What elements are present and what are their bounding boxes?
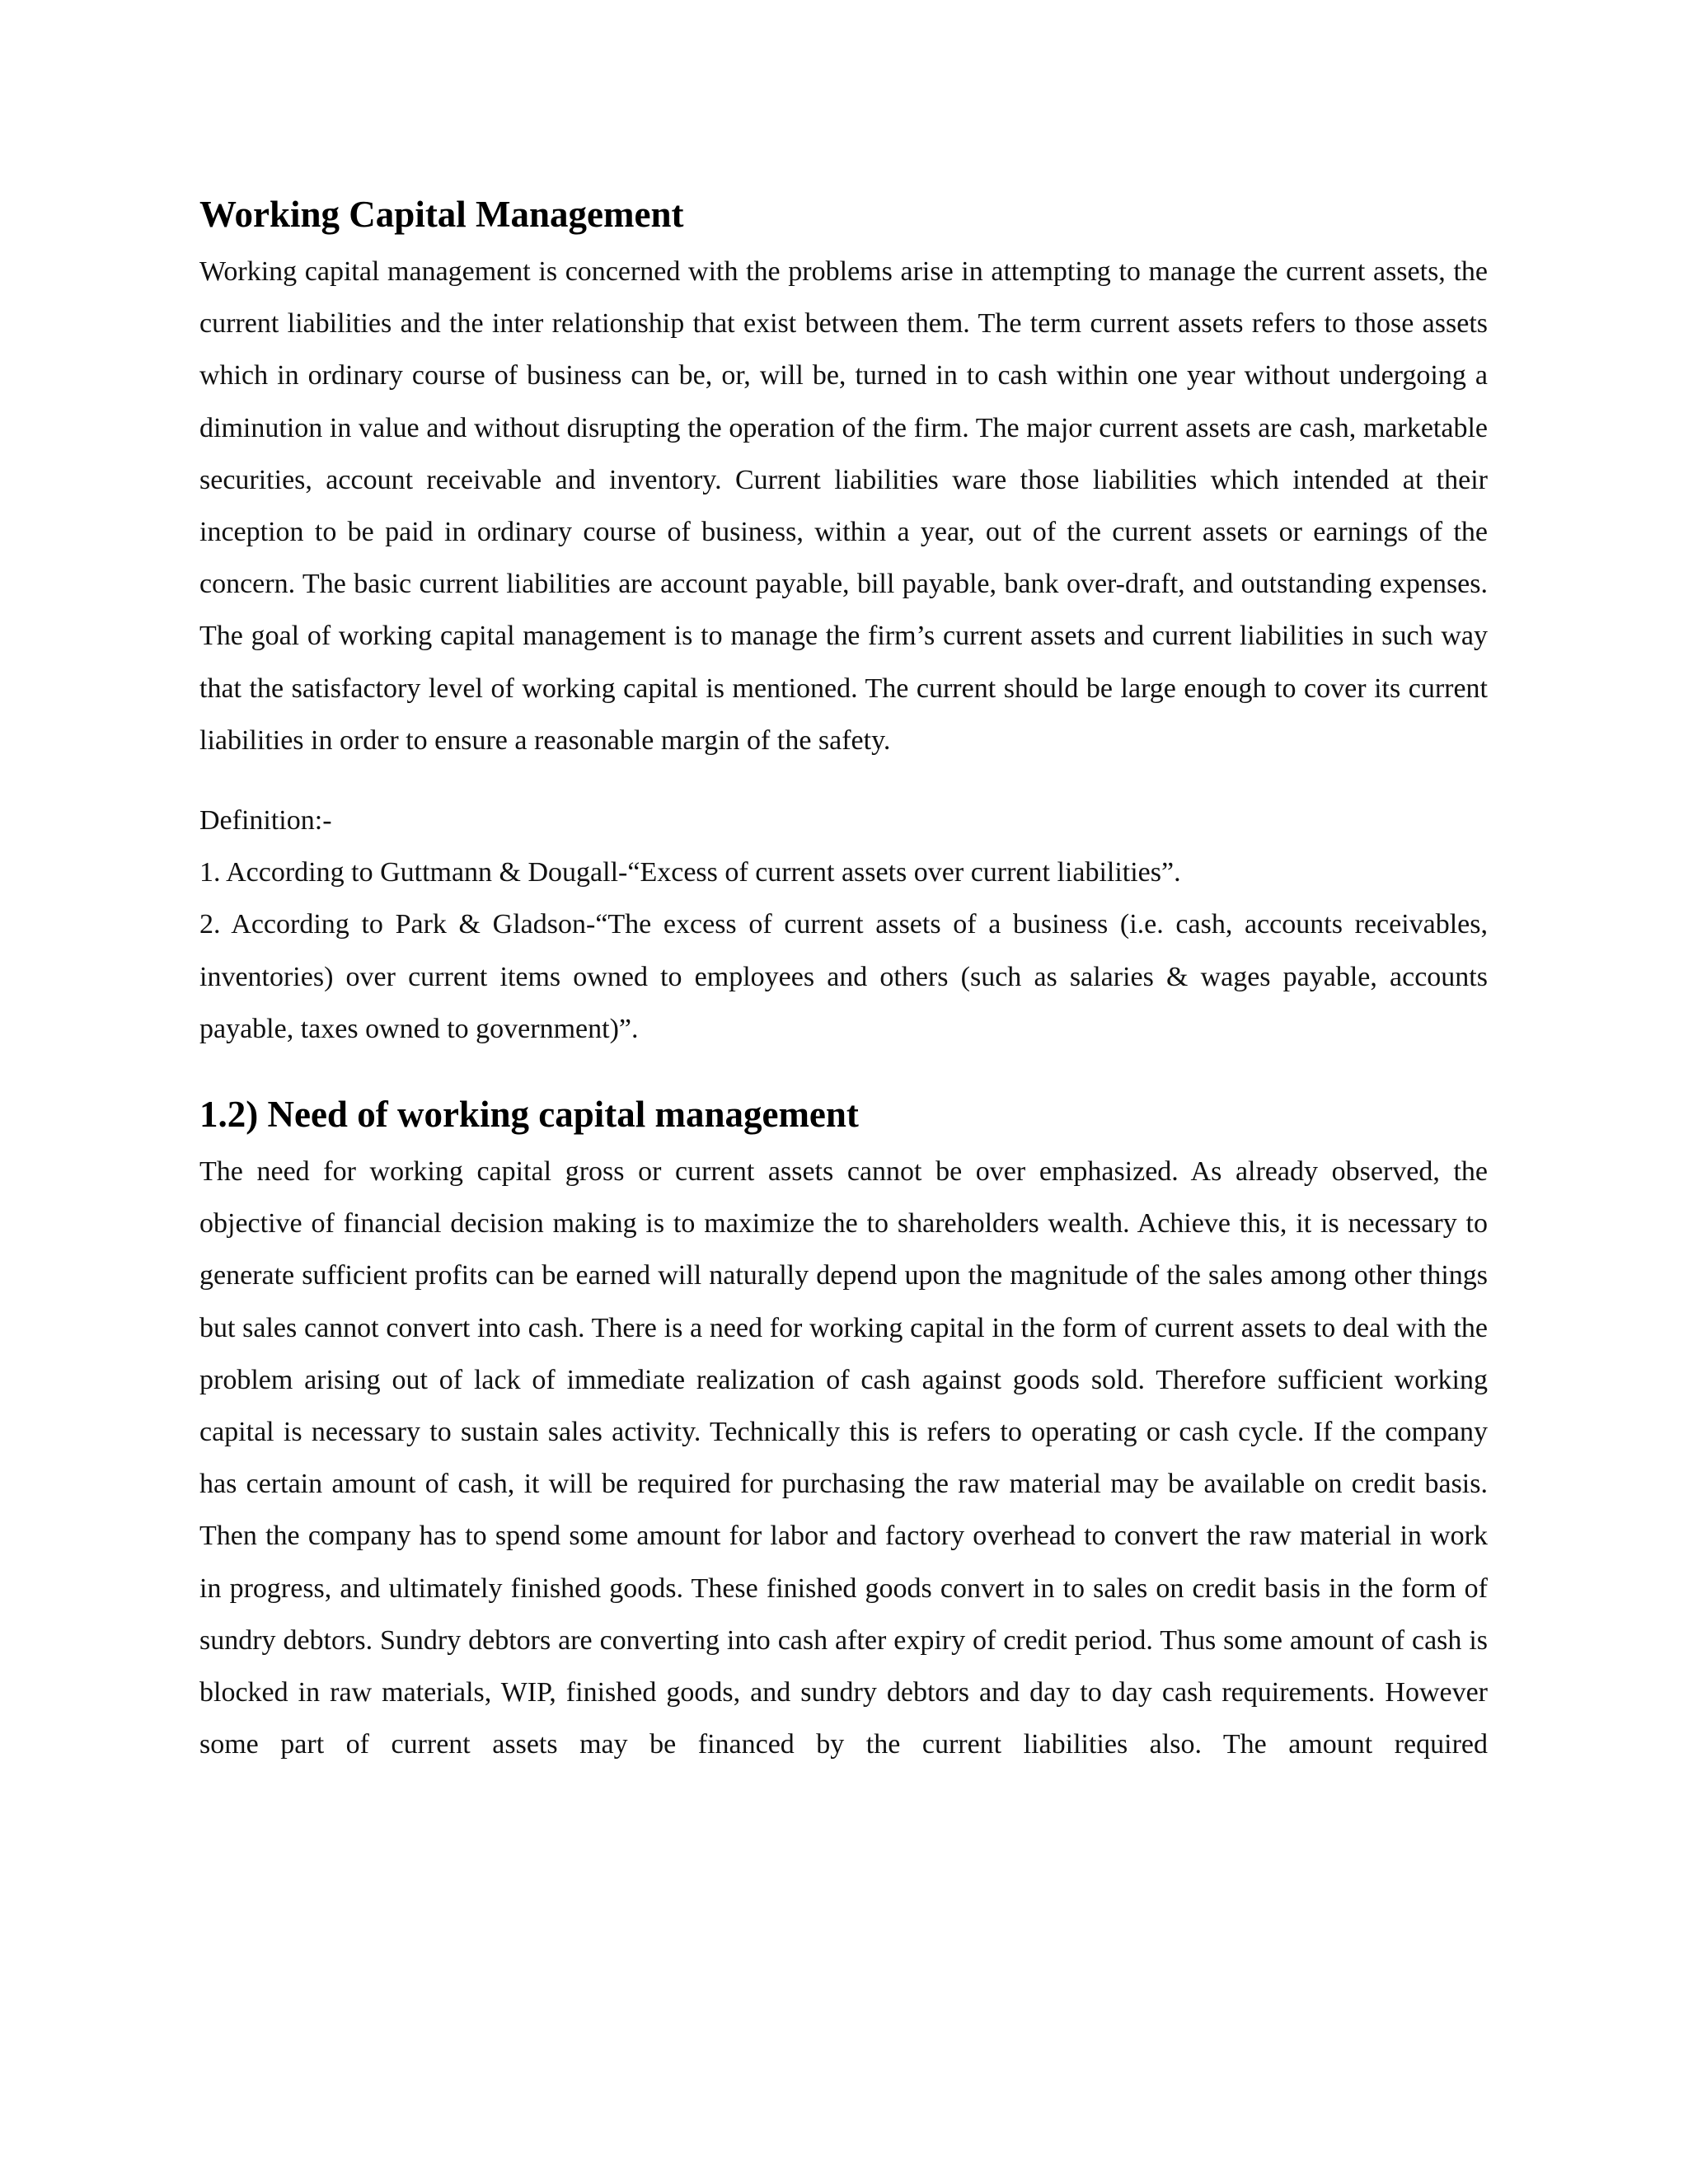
definition-label: Definition:-: [199, 805, 332, 837]
intro-paragraph: Working capital management is concerned with the problems arise in attempting to manage the current assets, the current liabilities and the inter relationship that exist between them. The term current assets refers to those assets which in ordinary course of business can be, or, will be, turned in to cash within one year without undergoing a diminution in value and without disrupting the operation of the firm. The major current assets are cash, marketable securities, account receivable and inventory. Current liabilities ware those liabilities which intended at their inception to be paid in ordinary course of business, within a year, out of the current assets or earnings of the concern. The basic current liabilities are account payable, bill payable, bank over-draft, and outstanding expenses. The goal of working capital management is to manage the firm’s current assets and current liabilities in such way that the satisfactory level of working capital is mentioned. The current should be large enough to cover its current liabilities in order to ensure a reasonable margin of the safety.: [199, 256, 1488, 756]
heading-need-of-working-capital: 1.2) Need of working capital management: [199, 1094, 859, 1136]
need-paragraph: The need for working capital gross or current assets cannot be over emphasized. As already observed, the objective of financial decision making is to maximize the to shareholders wealth. Achieve this, it is necessary to generate sufficient profits can be earned will naturally depend upon the magnitude of the sales among other things but sales cannot convert into cash. There is a need for working capital in the form of current assets to deal with the problem arising out of lack of immediate realization of cash against goods sold. Therefore sufficient working capital is necessary to sustain sales activity. Technically this is refers to operating or cash cycle. If the company has certain amount of cash, it will be required for purchasing the raw material may be available on credit basis. Then the company has to spend some amount for labor and factory overhead to convert the raw material in work in progress, and ultimately finished goods. These finished goods convert in to sales on credit basis in the form of sundry debtors. Sundry debtors are converting into cash after expiry of credit period. Thus some amount of cash is blocked in raw materials, WIP, finished goods, and sundry debtors and day to day cash requirements. However some part of current assets may be financed by the current liabilities also. The amount required: [199, 1156, 1488, 1760]
heading-working-capital-management: Working Capital Management: [199, 194, 684, 235]
document-page: [199, 191, 1488, 1770]
definition-item-1: 1. According to Guttmann & Dougall-“Excess of current assets over current liabilities”.: [199, 857, 1181, 888]
definition-item-2: 2. According to Park & Gladson-“The excess of current assets of a business (i.e. cash, accounts receivables, inventories) over current items owned to employees and others (such as salaries & wages payable, accounts payable, taxes owned to government)”.: [199, 909, 1488, 1044]
